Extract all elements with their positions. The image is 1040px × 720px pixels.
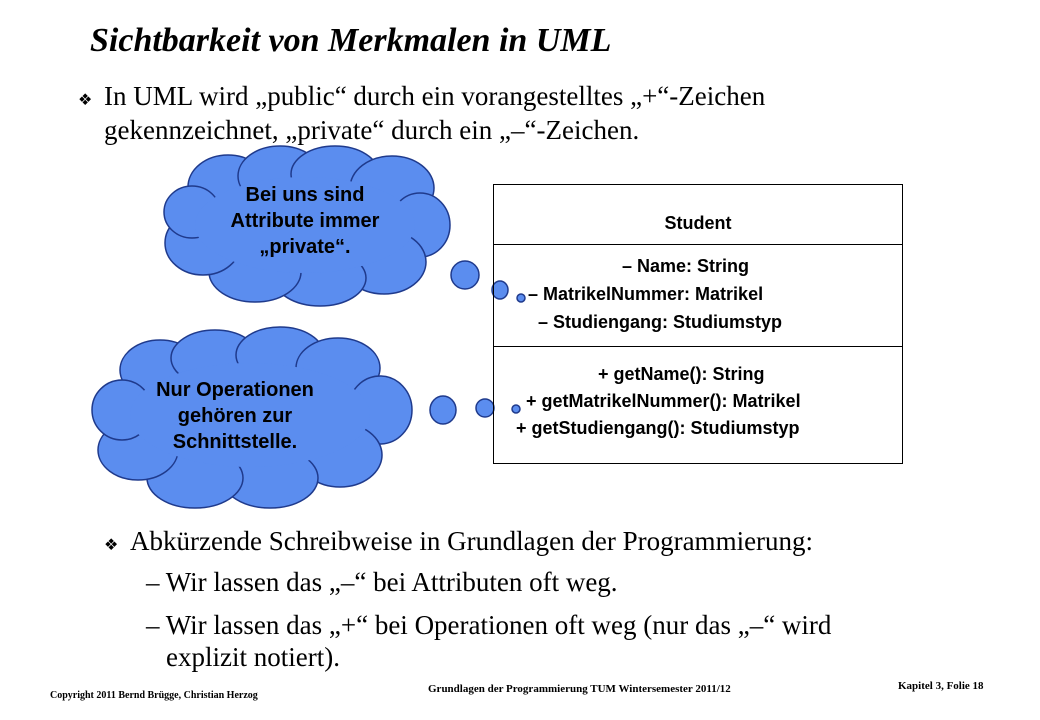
uml-attribute: – MatrikelNummer: Matrikel: [528, 284, 764, 304]
footer-copyright: Copyright 2011 Bernd Brügge, Christian Herzog: [50, 690, 258, 701]
bullet2-sub1: – Wir lassen das „–“ bei Attributen oft weg.: [146, 567, 618, 597]
footer-course: Grundlagen der Programmierung TUM Wintersemester 2011/12: [428, 683, 731, 695]
bullet2-sub2-line2: explizit notiert).: [166, 642, 340, 672]
uml-attributes-compartment: [494, 245, 902, 347]
footer-slide-number: Kapitel 3, Folie 18: [898, 680, 984, 692]
diamond-bullet-icon: ❖: [78, 90, 93, 109]
uml-operation: + getStudiengang(): Studiumstyp: [516, 418, 800, 438]
uml-class-name-compartment: [494, 185, 902, 245]
bullet2-line1: Abkürzende Schreibweise in Grundlagen der Programmierung:: [130, 526, 814, 556]
diamond-bullet-icon: ❖: [104, 535, 119, 554]
bubble-large: [430, 396, 456, 424]
uml-operation: + getName(): String: [598, 364, 765, 384]
cloud-bottom-line2: gehören zur: [177, 405, 293, 427]
uml-attribute: – Name: String: [622, 256, 750, 276]
uml-class-box: [493, 184, 903, 464]
uml-attribute: – Studiengang: Studiumstyp: [538, 312, 783, 332]
cloud-top-line1: Bei uns sind: [245, 184, 365, 206]
cloud-bottom-line1: Nur Operationen: [156, 379, 314, 401]
cloud-top-text: [180, 182, 430, 260]
cloud-top-line2: Attribute immer: [230, 210, 380, 232]
bubble-medium: [476, 399, 494, 417]
slide-title: Sichtbarkeit von Merkmalen in UML: [90, 22, 612, 59]
uml-operations-compartment: [494, 347, 902, 463]
bullet1-line1: In UML wird „public“ durch ein vorangestelltes „+“-Zeichen: [104, 81, 766, 111]
uml-operation: + getMatrikelNummer(): Matrikel: [526, 391, 801, 411]
cloud-bottom-line3: Schnittstelle.: [172, 431, 298, 453]
bullet1-line2: gekennzeichnet, „private“ durch ein „–“-Zeichen.: [104, 115, 640, 145]
uml-class-name: Student: [664, 213, 732, 233]
cloud-bottom-text: [110, 377, 360, 455]
bubble-large: [451, 261, 479, 289]
cloud-top-line3: „private“.: [259, 236, 351, 258]
bullet2-sub2-line1: – Wir lassen das „+“ bei Operationen oft weg (nur das „–“ wird: [146, 610, 832, 640]
